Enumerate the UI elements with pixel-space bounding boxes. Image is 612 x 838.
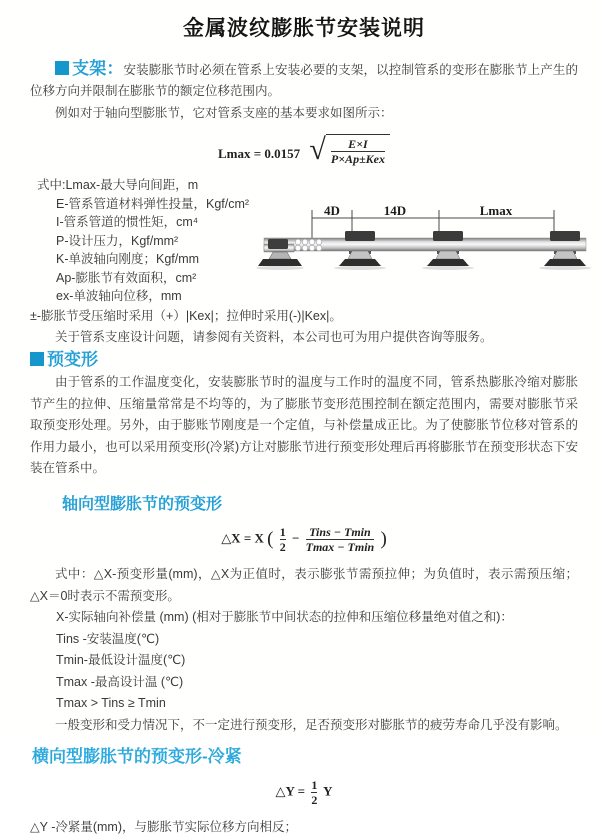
- formula-rhs: Y: [323, 783, 332, 798]
- axial-subsection-heading: 轴向型膨胀节的预变形: [62, 494, 578, 516]
- lateral-note: △Y -冷紧量(mm)，与膨胀节实际位移方向相反；: [30, 817, 578, 838]
- formula-lhs: △X = X: [221, 530, 264, 545]
- axial-item: Tmin-最低设计温度(℃): [56, 650, 578, 672]
- frac-den: 2: [311, 792, 317, 807]
- section-marker-icon: [55, 61, 69, 75]
- definition-item: E-管系管道材料弹性投量，Kgf/cm²: [56, 195, 262, 214]
- plus-minus-note: ±-膨胀节受压缩时采用（+）|Kex|；拉伸时采用(-)|Kex|。: [30, 306, 578, 328]
- frac1-den: 2: [280, 539, 286, 554]
- guide-spacing-formula: [30, 134, 578, 166]
- frac-num: 1: [311, 778, 317, 792]
- minus-sign: −: [292, 530, 299, 545]
- formula-numerator: E×I: [331, 137, 385, 151]
- definitions-and-diagram: [30, 176, 578, 306]
- definition-item: Ap-膨胀节有效面积，cm²: [56, 269, 262, 288]
- axial-item: Tmax > Tins ≥ Tmin: [56, 693, 578, 715]
- axial-item: X-实际轴向补偿量 (mm) (相对于膨胀节中间状态的拉伸和压缩位移量绝对值之和)：: [56, 607, 578, 629]
- definition-item: ex-单波轴向位移，mm: [56, 287, 262, 306]
- radical-sign-icon: √: [309, 135, 325, 165]
- support-intro-paragraph: [30, 58, 578, 103]
- radical-expression: [309, 134, 390, 166]
- page-title: 金属波纹膨胀节安装说明: [30, 18, 578, 40]
- dimension-label-4d: 4D: [324, 203, 340, 218]
- dimension-label-14d: 14D: [384, 203, 406, 218]
- pipe-support-diagram: [262, 202, 612, 305]
- formula-denominator: P×Ap±Kex: [331, 151, 385, 166]
- support-section-heading: 支架：: [72, 59, 124, 78]
- service-note: 关于管系支座设计问题，请参阅有关资料，本公司也可为用户提供咨询等服务。: [30, 327, 578, 349]
- definition-item: 式中:Lmax-最大导向间距，m: [37, 176, 262, 195]
- preform-section-heading: 预变形: [47, 350, 98, 369]
- preform-paragraph: 由于管系的工作温度变化，安装膨胀节时的温度与工作时的温度不同，管系热膨胀冷缩对膨胀节产生的拉伸、压缩量常常是不均等的，为了膨胀节变形范围控制在额定范围内，需要对膨胀节采取预变形处理。另外，由于膨账节刚度是一个定值，与补偿量成正比。为了使膨胀节位移对管系的作用力最小，也可以采用预变形(冷紧)方让对膨胀节进行预变形处理后再将膨胀节在预变形状态下安装在管系中。: [30, 372, 578, 480]
- formula-lhs: △Y =: [276, 783, 306, 798]
- dimension-label-lmax: Lmax: [480, 203, 513, 218]
- frac2-num: Tins − Tmin: [306, 525, 375, 539]
- axial-note1: 式中：△X-预变形量(mm)，△X为正值时，表示膨张节需预拉伸；为负值时，表示需预压缩；△X＝0时表示不需预变形。: [30, 564, 578, 607]
- definition-item: K-单波轴向刚度；Kgf/mm: [56, 250, 262, 269]
- support-intro-text: 安装膨胀节时必须在管系上安装必要的支架，以控制管系的变形在膨胀节上产生的位移方向并限制在膨胀节的额定位移范围内。: [30, 63, 578, 99]
- frac2-den: Tmax − Tmin: [306, 539, 375, 554]
- axial-preform-formula: [30, 525, 578, 554]
- frac1-num: 1: [280, 525, 286, 539]
- definition-item: P-设计压力，Kgf/mm²: [56, 232, 262, 251]
- support-example-line: 例如对于轴向型膨胀节，它对管系支座的基本要求如图所示：: [30, 103, 578, 125]
- lateral-subsection-heading: 横向型膨胀节的预变形-冷紧: [32, 746, 578, 768]
- open-paren: (: [267, 529, 273, 550]
- section-marker-icon: [30, 352, 44, 366]
- close-paren: ): [380, 529, 386, 550]
- symbol-definitions-list: [30, 176, 262, 306]
- lateral-preform-formula: [30, 778, 578, 807]
- axial-note2: 一般变形和受力情况下，不一定进行预变形，足否预变形对膨胀节的疲劳寿命几乎没有影响。: [30, 715, 578, 737]
- preform-heading-row: [30, 349, 578, 373]
- formula-lhs: Lmax = 0.0157: [218, 146, 300, 161]
- definition-item: I-管系管道的惯性矩，cm⁴: [56, 213, 262, 232]
- axial-item: Tmax -最高设计温 (℃): [56, 672, 578, 694]
- axial-item: Tins -安装温度(℃): [56, 629, 578, 651]
